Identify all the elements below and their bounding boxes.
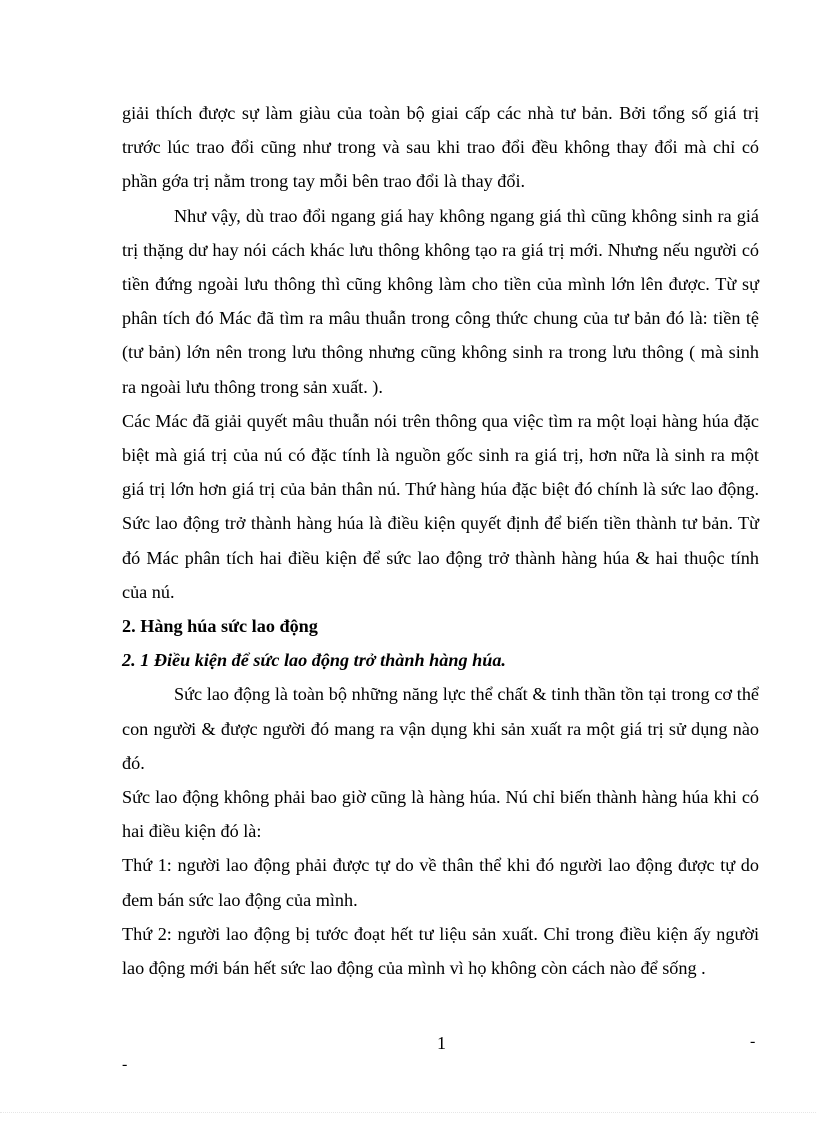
page-number: 1: [437, 1033, 446, 1053]
paragraph-1: giải thích được sự làm giàu của toàn bộ giai cấp các nhà tư bản. Bởi tổng số giá trị trước lúc trao đổi cũng như trong và sau khi trao đổi đều không thay đổi mà chỉ có phần gớa trị nằm trong tay mỗi bên trao đổi là thay đổi.: [122, 103, 759, 192]
paragraph-7: Thứ 2: người lao động bị tước đoạt hết tư liệu sản xuất. Chỉ trong điều kiện ấy người lao động mới bán hết sức lao động của mình vì họ không còn cách nào để sống .: [122, 923, 759, 979]
paragraph-3: Các Mác đã giải quyết mâu thuẫn nói trên thông qua việc tìm ra một loại hàng húa đặc biệt mà giá trị của nú có đặc tính là nguồn gốc sinh ra giá trị, hơn nữa là sinh ra một giá trị lớn hơn giá trị của bản thân nú. Thứ hàng húa đặc biệt đó chính là sức lao động. Sức lao động trở thành hàng húa là điều kiện quyết định để biến tiền thành tư bản. Từ đó Mác phân tích hai điều kiện để sức lao động trở thành hàng húa & hai thuộc tính của nú.: [122, 410, 759, 602]
footer-dash-right: -: [750, 1033, 756, 1050]
paragraph-4: Sức lao động là toàn bộ những năng lực thể chất & tinh thần tồn tại trong cơ thể con người & được người đó mang ra vận dụng khi sản xuất ra một giá trị sử dụng nào đó.: [122, 684, 759, 773]
paragraph-6: Thứ 1: người lao động phải được tự do về thân thể khi đó người lao động được tự do đem bán sức lao động của mình.: [122, 855, 759, 910]
paragraph-2: Như vậy, dù trao đổi ngang giá hay không ngang giá thì cũng không sinh ra giá trị thặng dư hay nói cách khác lưu thông không tạo ra giá trị mới. Nhưng nếu người có tiền đứng ngoài lưu thông thì cũng không làm cho tiền của mình lớn lên được. Từ sự phân tích đó Mác đã tìm ra mâu thuẫn trong công thức chung của tư bản đó là: tiền tệ (tư bản) lớn nên trong lưu thông nhưng cũng không sinh ra trong lưu thông ( mà sinh ra ngoài lưu thông trong sản xuất. ).: [122, 205, 759, 397]
subsection-heading: 2. 1 Điều kiện để sức lao động trở thành hàng húa.: [122, 650, 506, 671]
footer-dash-left: -: [122, 1056, 128, 1073]
paragraph-5: Sức lao động không phải bao giờ cũng là hàng húa. Nú chỉ biến thành hàng húa khi có hai điều kiện đó là:: [122, 787, 759, 842]
footer-divider: [0, 1112, 816, 1113]
body-text: [122, 96, 759, 985]
section-heading: 2. Hàng húa sức lao động: [122, 616, 318, 637]
